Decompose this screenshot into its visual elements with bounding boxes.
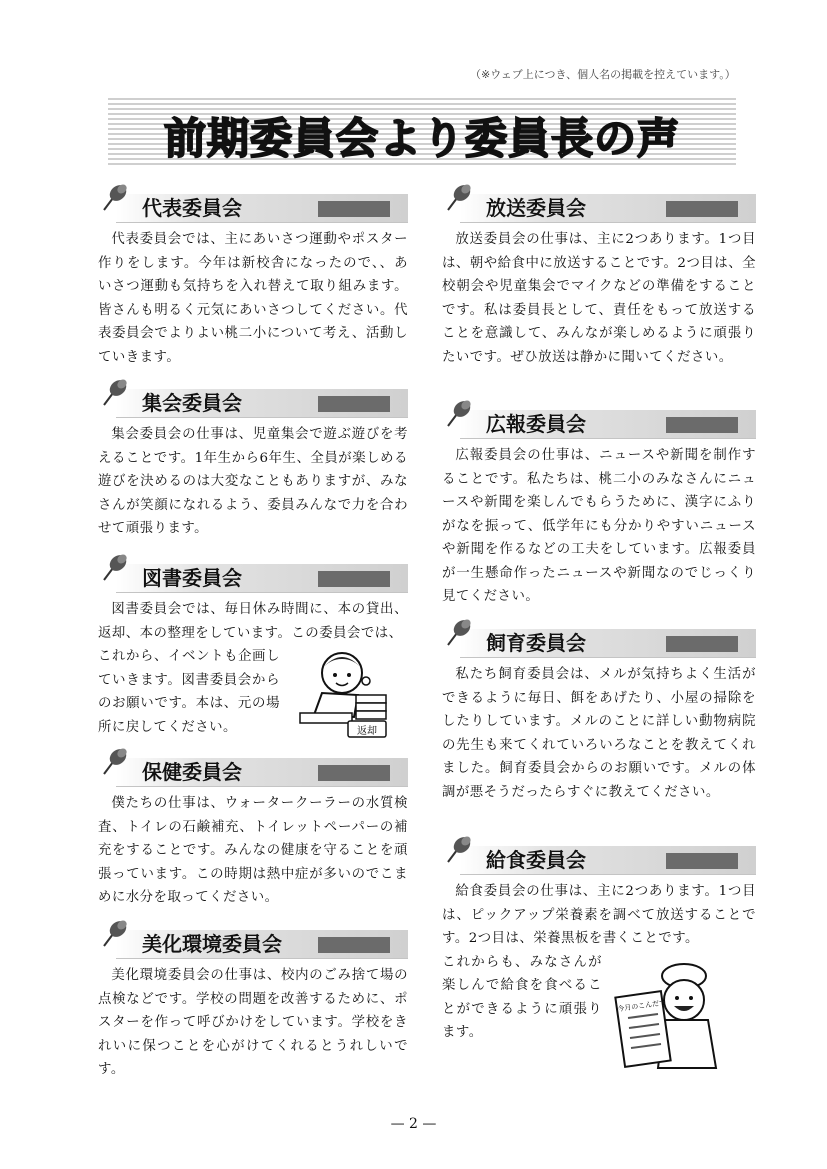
- section-header: [98, 375, 408, 417]
- pushpin-icon: [98, 180, 132, 214]
- section-header: [98, 916, 408, 958]
- section-header: [98, 180, 408, 222]
- section-body: 放送委員会の仕事は、主に2つあります。1つ目は、朝や給食中に放送することです。2つ目は、全校朝会や児童集会でマイクなどの準備をすることです。私は委員長として、責任をもって放送することを意識して、みんなが楽しめるように頑張りたいです。ぜひ放送は静かに聞いてください。: [442, 232, 756, 365]
- section-header: [442, 832, 756, 874]
- return-sign-label: 返却: [357, 726, 377, 737]
- section-shiiku: [442, 615, 756, 804]
- section-body: 代表委員会では、主にあいさつ運動やポスター作りをします。今年は新校舎になったので、、あいさつ運動も気持ちを入れ替えて取り組みます。皆さんも明るく元気にあいさつしてください。代表委員会でよりよい桃二小について考え、活動していきます。: [98, 232, 408, 365]
- section-header: [442, 396, 756, 438]
- section-title: 広報委員会: [486, 412, 586, 436]
- section-body: 集会委員会の仕事は、児童集会で遊ぶ遊びを考えることです。1年生から6年生、全員が楽しめる遊びを決めるのは大変なこともありますが、みなさんが笑顔になれるよう、委員みんなで力を合わせて頑張ります。: [98, 427, 408, 536]
- section-header: [442, 615, 756, 657]
- pushpin-icon: [98, 375, 132, 409]
- redacted-name: [318, 765, 390, 781]
- pushpin-icon: [442, 615, 476, 649]
- section-header: [98, 550, 408, 592]
- section-body: 給食委員会の仕事は、主に2つあります。1つ目は、ピックアップ栄養素を調べて放送することです。2つ目は、栄養黒板を書くことです。: [442, 884, 756, 946]
- section-body-continued: これからも、みなさんが楽しんで給食を食べることができるように頑張ります。: [442, 954, 602, 1040]
- section-title: 給食委員会: [486, 848, 586, 872]
- page-title: 前期委員会より委員長の声: [163, 114, 680, 163]
- section-header: [98, 744, 408, 786]
- section-title: 美化環境委員会: [142, 932, 282, 956]
- redacted-name: [666, 853, 738, 869]
- redacted-name: [318, 201, 390, 217]
- redacted-name: [666, 636, 738, 652]
- section-hoso: [442, 180, 756, 369]
- redacted-name: [666, 201, 738, 217]
- section-body: 私たち飼育委員会は、メルが気持ちよく生活ができるように毎日、餌をあげたり、小屋の掃除をしたりしています。メルのことに詳しい動物病院の先生も来てくれていろいろなことを教えてくれました。飼育委員会からのお願いです。メルの体調が悪そうだったらすぐに教えてください。: [442, 667, 756, 800]
- section-body-continued: これから、イベントも企画していきます。図書委員会からのお願いです。本は、元の場所に戻してください。: [98, 649, 280, 735]
- section-bika: [98, 916, 408, 1082]
- section-header: [442, 180, 756, 222]
- menu-board-label: 今月のこんだて: [616, 998, 667, 1014]
- section-title: 保健委員会: [142, 760, 242, 784]
- pushpin-icon: [442, 180, 476, 214]
- redacted-name: [666, 417, 738, 433]
- redacted-name: [318, 937, 390, 953]
- redacted-name: [318, 396, 390, 412]
- student-reading-illustration: [292, 643, 390, 739]
- pushpin-icon: [442, 396, 476, 430]
- section-title: 代表委員会: [142, 196, 242, 220]
- page-number: — 2 —: [390, 1116, 437, 1132]
- section-title: 飼育委員会: [486, 631, 586, 655]
- section-body: 美化環境委員会の仕事は、校内のごみ捨て場の点検などです。学校の問題を改善するために、ポスターを作って呼びかけをしています。学校をきれいに保つことを心がけてくれるとうれしいです。: [98, 968, 408, 1077]
- pushpin-icon: [98, 744, 132, 778]
- redacted-name: [318, 571, 390, 587]
- section-body: 僕たちの仕事は、ウォータークーラーの水質検査、トイレの石鹸補充、トイレットペーパーの補充をすることです。みんなの健康を守ることを頑張っています。この時期は熱中症が多いのでこまめに水分を取ってください。: [98, 796, 408, 905]
- section-body: 広報委員会の仕事は、ニュースや新聞を制作することです。私たちは、桃二小のみなさんにニュースや新聞を楽しんでもらうために、漢字にふりがなを振って、低学年にも分かりやすいニュースや新聞を作るなどの工夫をしています。広報委員が一生懸命作ったニュースや新聞なのでじっくり見てください。: [442, 448, 756, 604]
- chef-menu-illustration: [612, 960, 726, 1072]
- section-title: 放送委員会: [486, 196, 586, 220]
- section-koho: [442, 396, 756, 609]
- pushpin-icon: [98, 550, 132, 584]
- privacy-notice: （※ウェブ上につき、個人名の掲載を控えています。）: [470, 68, 736, 81]
- section-title: 図書委員会: [142, 566, 242, 590]
- pushpin-icon: [442, 832, 476, 866]
- section-body: 図書委員会では、毎日休み時間に、本の貸出、返却、本の整理をしています。この委員会では、: [98, 602, 408, 641]
- title-banner: [108, 98, 736, 166]
- pushpin-icon: [98, 916, 132, 950]
- section-hoken: [98, 744, 408, 910]
- section-daihyo: [98, 180, 408, 369]
- section-title: 集会委員会: [142, 391, 242, 415]
- section-shukai: [98, 375, 408, 541]
